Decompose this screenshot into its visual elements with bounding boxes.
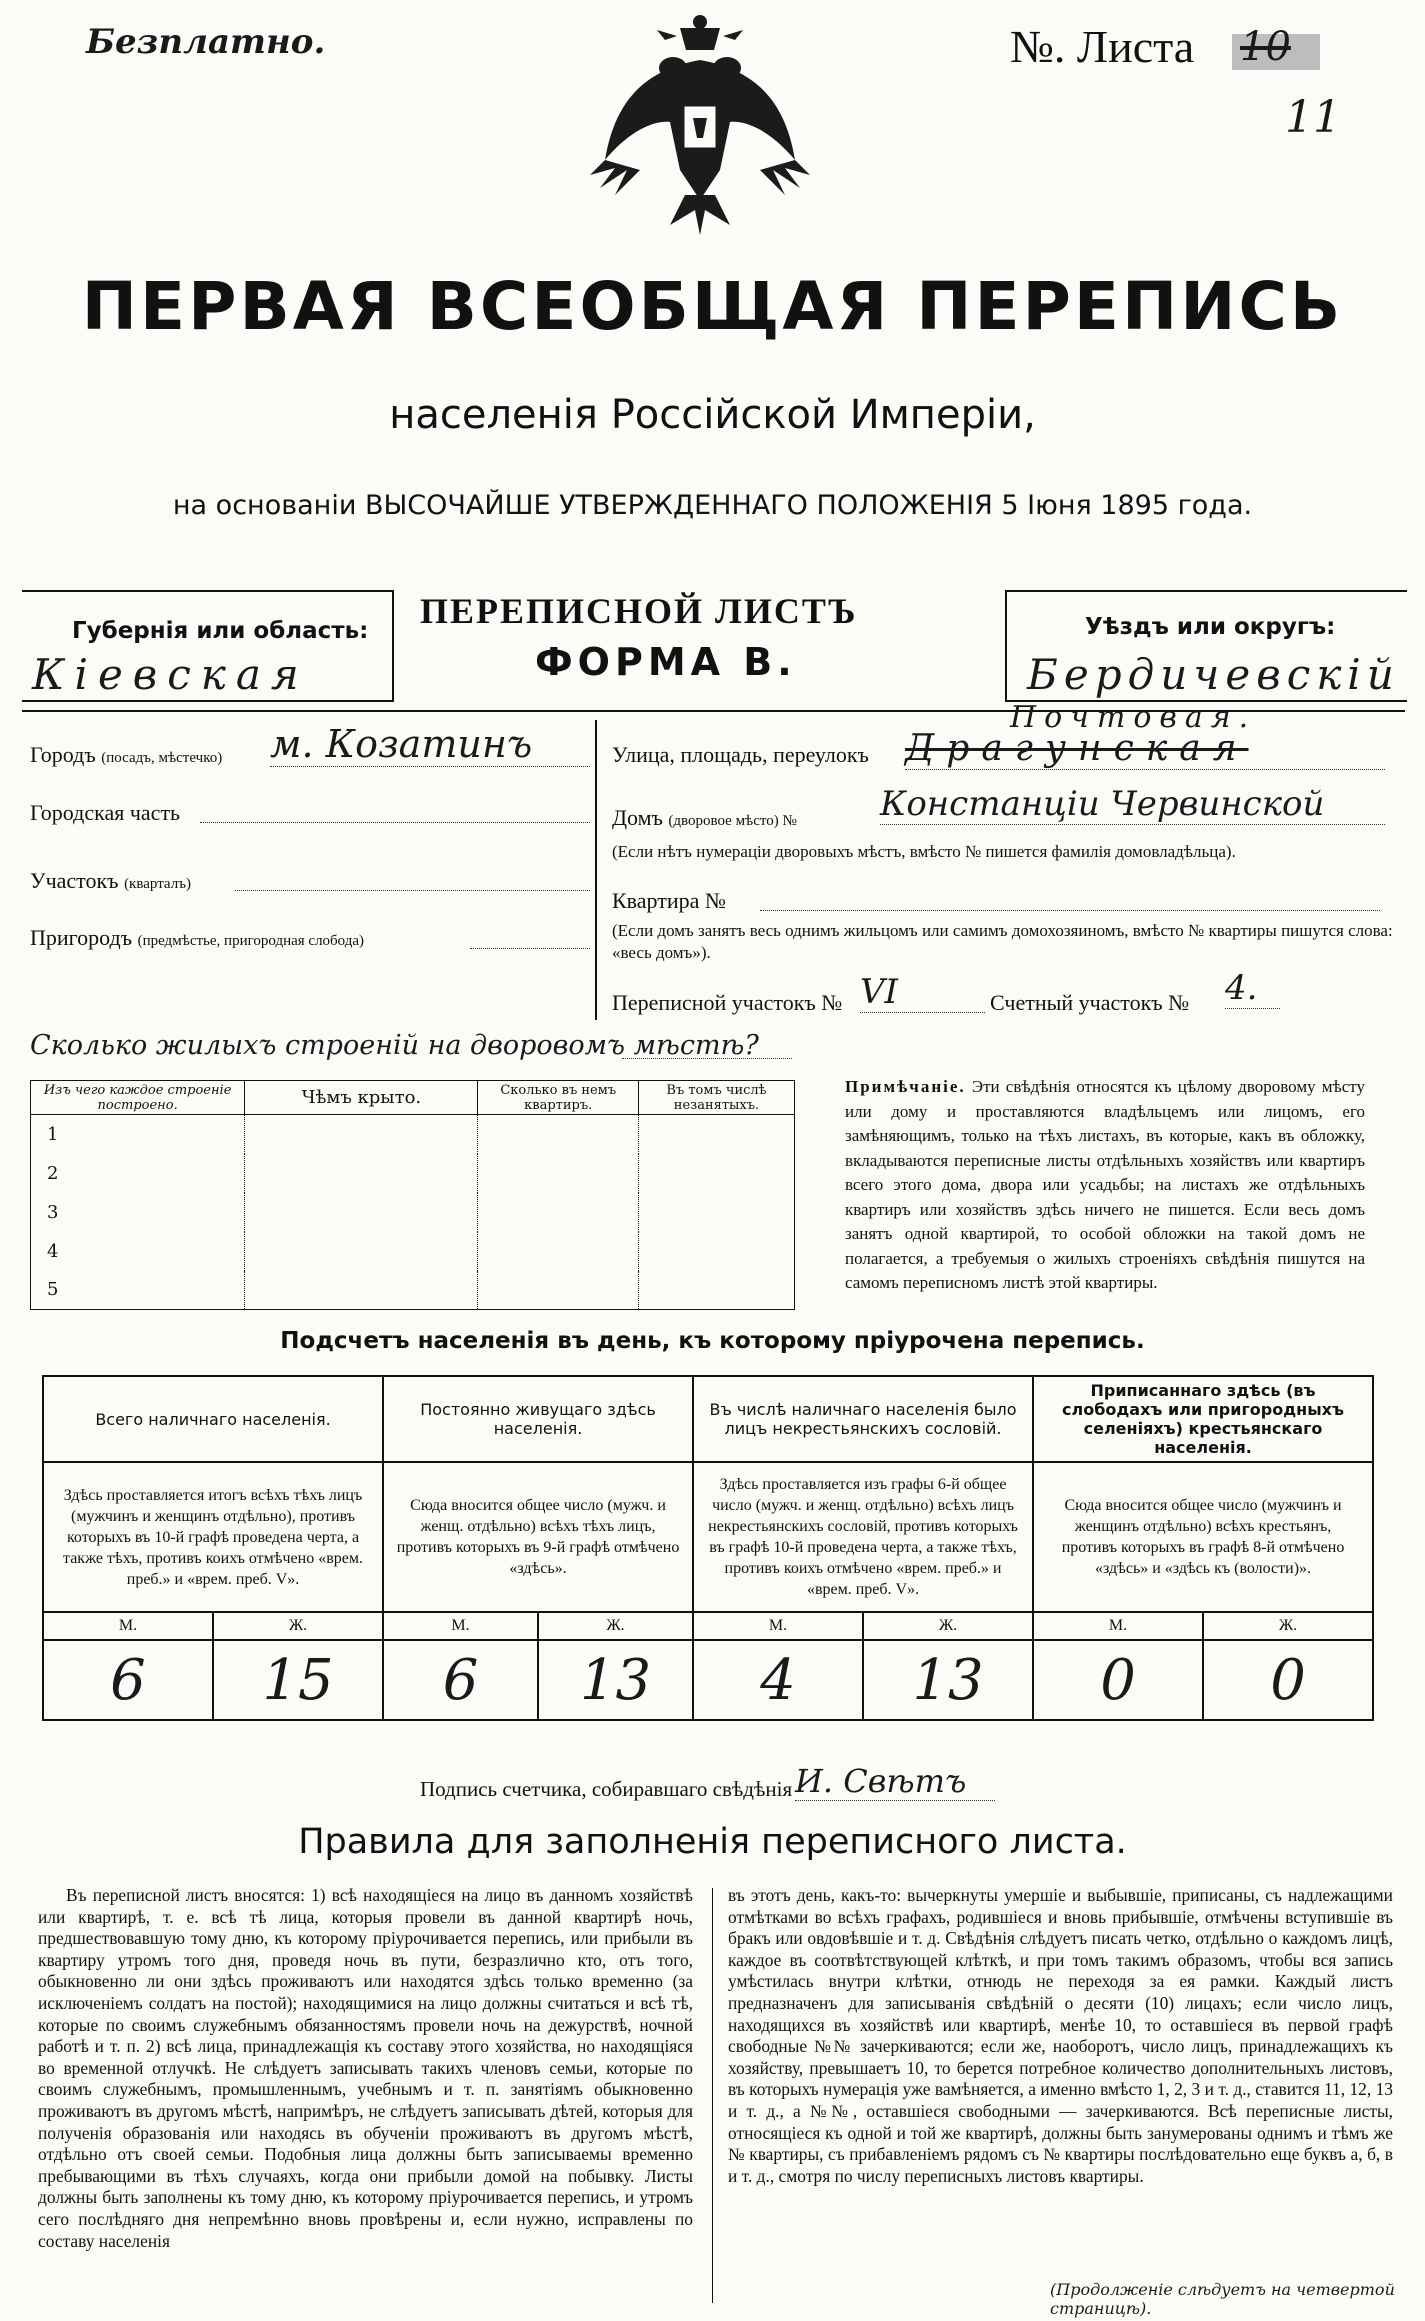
- page-title: ПЕРВАЯ ВСЕОБЩАЯ ПЕРЕПИСЬ: [81, 268, 1344, 345]
- gubernia-value: Кіевская: [32, 650, 309, 699]
- tally-head-total: Всего наличнаго населенія.: [43, 1376, 383, 1462]
- tally-f-label: Ж.: [538, 1612, 693, 1640]
- tally-desc-nonpeasant: Здѣсь проставляется изъ графы 6-й общее число (мужч. и женщ. отдѣльно) всѣхъ лицъ некрестьянскихъ сословій, противъ которыхъ въ графѣ 10-й проведена черта, а также тѣхъ, противъ коихъ отмѣчено «врем. преб.» и «врем. преб. V».: [693, 1462, 1033, 1612]
- buildings-question: Сколько жилыхъ строеній на дворовомъ мѣстѣ?: [30, 1030, 759, 1061]
- tally-table: [42, 1375, 1374, 1721]
- rules-title: Правила для заполненія переписного листа.: [298, 1822, 1127, 1862]
- tally-total-m: 6: [43, 1640, 213, 1720]
- house-row: [612, 805, 797, 831]
- sheet-number-label: №. Листа: [1010, 21, 1195, 72]
- buildings-note: [845, 1075, 1365, 1296]
- note-text: Эти свѣдѣнія относятся къ цѣлому дворовому мѣсту или дому и проставляются владѣльцемъ или лицомъ, его замѣняющимъ, только на тѣхъ листахъ, въ которые, какъ въ обложку, вкладываются переписные листы отдѣльныхъ хозяйствъ или квартиръ всего этого дома, двора или усадьбы; на листахъ же отдѣльныхъ квартиръ или хозяйствъ здѣсь ничего не пишется. Если весь домъ занятъ одной квартирой, то особой обложки на такой домъ не полагается, а требуемыя о жилыхъ строеніяхъ свѣдѣнія пишутся на самомъ переписномъ листѣ этой квартиры.: [845, 1077, 1366, 1292]
- buildings-header-apartments: Сколько въ немъ квартиръ.: [478, 1081, 638, 1115]
- tally-head-permanent: Постоянно живущаго здѣсь населенія.: [383, 1376, 693, 1462]
- apartment-hint: (Если домъ занятъ весь однимъ жильцомъ или самимъ домохозяиномъ, вмѣсто № квартиры пишутся слова: «весь домъ»).: [612, 921, 1393, 962]
- suburb-note: (предмѣстье, пригородная слобода): [137, 933, 365, 949]
- tally-title: Подсчетъ населенія въ день, къ которому пріурочена перепись.: [280, 1328, 1145, 1354]
- rules-left-column: Въ переписной листъ вносятся: 1) всѣ находящіеся на лицо въ данномъ хозяйствѣ или квартирѣ, т. е. всѣ тѣ лица, которыя провели въ данной квартирѣ ночь, предшествовавшую тому дню, къ которому пріурочивается перепись, или прибыли въ квартиру утромъ того дня, проведя ночь въ пути, безразлично кто, отъ того, обыкновенно ли они здѣсь проживаютъ или находятся здѣсь только временно (за исключеніемъ солдатъ на постой); находящимися на лицо должны считаться и всѣ тѣ, которые по своимъ служебнымъ обязанностямъ провели ночь на дежурствѣ, ночной работѣ и т. п. 2) всѣ лица, принадлежащія къ составу этого хозяйства, но находящіяся во временной отлучкѣ. Не слѣдуетъ записывать такихъ членовъ семьи, которые по своимъ служебнымъ, промышленнымъ, учебнымъ и т. п. занятіямъ обыкновенно проживаютъ въ другомъ мѣстѣ, напримѣръ, не слѣдуетъ записывать дѣтей, которыя для полученія образованія или находясь въ обученіи проживаютъ въ другомъ мѣстѣ, отдѣльно отъ своей семьи. Подобныя лица должны быть записываемы временно пребывающими въ тѣхъ случаяхъ, когда они прибыли домой на побывку. Листы должны быть заполнены къ тому дню, къ которому пріурочивается перепись, и утромъ сего послѣдняго дня непремѣнно вновь провѣрены и, если нужно, исправлены по составу населенія: [38, 1885, 693, 2251]
- count-area-value: 4.: [1225, 968, 1280, 1009]
- city-label: Городъ: [30, 742, 96, 767]
- note-title: Примѣчаніе.: [845, 1077, 966, 1096]
- buildings-header-roof: Чѣмъ крыто.: [245, 1081, 478, 1115]
- signature-value: И. Свѣтъ: [795, 1762, 995, 1801]
- city-note: (посадъ, мѣстечко): [101, 750, 223, 766]
- tally-peasant-f: 0: [1203, 1640, 1373, 1720]
- tally-desc-peasant: Сюда вносится общее число (мужчинъ и женщинъ отдѣльно) всѣхъ крестьянъ, противъ которыхъ въ графѣ 8-й отмѣчено «здѣсь» и «здѣсь къ (волости)».: [1033, 1462, 1373, 1612]
- house-value: Констанціи Червинской: [880, 784, 1385, 825]
- city-value: м. Козатинъ: [270, 722, 590, 767]
- tally-permanent-m: 6: [383, 1640, 538, 1720]
- tally-m-label: М.: [383, 1612, 538, 1640]
- tally-total-f: 15: [213, 1640, 383, 1720]
- rules-right-column: въ этотъ день, какъ-то: вычеркнуты умершіе и выбывшіе, приписаны, съ надлежащими отмѣтками во всѣхъ графахъ, родившіеся и вновь прибывшіе, отмѣчены вступившіе въ бракъ или овдовѣвшіе и т. д. Свѣдѣнія слѣдуетъ писать четко, отдѣльно о каждомъ лицѣ, каждое въ соотвѣтствующей клѣткѣ, и при томъ такимъ образомъ, чтобы вся запись умѣстилась внутри клѣтки, отнюдь не переходя за ея рамки. Каждый листъ предназначенъ для записыванія свѣдѣній о десяти (10) лицахъ; если число лицъ, находящихся въ хозяйствѣ или квартирѣ, менѣе 10, то оставшіеся въ первой графѣ свободные №№ зачеркиваются; если же, наоборотъ, число лицъ, принадлежащихъ къ хозяйству, превышаетъ 10, то берется потребное количество дополнительныхъ листовъ, въ которыхъ нумерація уже вамѣняется, а именно вмѣсто 1, 2, 3 и т. д., ставится 11, 12, 13 и т. д., а №№, оставшіеся свободными — зачеркиваются. Всѣ переписные листы, относящіеся къ одной и той же квартирѣ, должны быть занумерованы однимъ и тѣмъ же № квартиры, съ прибавленіемъ рядомъ съ № квартиры послѣдовательно еще буквъ а, б, в и т. д., смотря по числу переписныхъ листовъ квартиры.: [728, 1885, 1393, 2186]
- gubernia-box: [22, 590, 394, 702]
- street-label: Улица, площадь, переулокъ: [612, 742, 869, 767]
- table-row: [31, 1232, 795, 1271]
- apartment-fill: [760, 910, 1380, 911]
- census-area-value: VI: [860, 972, 985, 1013]
- signature-label: Подпись счетчика, собиравшаго свѣдѣнія: [420, 1777, 793, 1801]
- form-title: ПЕРЕПИСНОЙ ЛИСТЪ: [420, 591, 858, 631]
- city-part-label: Городская часть: [30, 800, 181, 825]
- buildings-header-vacant: Въ томъ числѣ незанятыхъ.: [638, 1081, 794, 1115]
- imperial-eagle-emblem: [585, 10, 815, 240]
- tally-desc-total: Здѣсь проставляется итогъ всѣхъ тѣхъ лицъ (мужчинъ и женщинъ отдѣльно), противъ которыхъ въ 10-й графѣ проведена черта, а также тѣхъ, противъ коихъ отмѣчено «врем. преб.» и «врем. преб. V».: [43, 1462, 383, 1612]
- house-note: (дворовое мѣсто) №: [668, 813, 797, 829]
- table-row: [31, 1115, 795, 1154]
- row-number: 2: [31, 1154, 245, 1193]
- tally-permanent-f: 13: [538, 1640, 693, 1720]
- table-row: [31, 1154, 795, 1193]
- suburb-row: [30, 925, 364, 951]
- sheet-number-corrected: 11: [1285, 92, 1341, 143]
- suburb-fill: [470, 948, 590, 949]
- house-label: Домъ: [612, 805, 663, 830]
- row-number: 1: [31, 1115, 245, 1154]
- tally-m-label: М.: [43, 1612, 213, 1640]
- tally-desc-row: [43, 1462, 1373, 1612]
- basis-line: на основаніи ВЫСОЧАЙШЕ УТВЕРЖДЕННАГО ПОЛОЖЕНІЯ 5 Іюня 1895 года.: [172, 490, 1253, 521]
- uchastok-row: [30, 868, 191, 894]
- rules-continued: (Продолженіе слѣдуетъ на четвертой страницѣ).: [1050, 2280, 1395, 2318]
- tally-m-label: М.: [693, 1612, 863, 1640]
- sheet-number-value: 10: [1240, 24, 1291, 70]
- tally-head-peasant: Приписаннаго здѣсь (въ слободахъ или пригородныхъ селеніяхъ) крестьянскаго населенія.: [1033, 1376, 1373, 1462]
- tally-peasant-m: 0: [1033, 1640, 1203, 1720]
- gubernia-label: Губернія или область:: [72, 618, 369, 644]
- apartment-label: Квартира №: [612, 888, 726, 913]
- address-vertical-divider: [595, 720, 597, 1020]
- rules-column-divider: [712, 1888, 713, 2303]
- uchastok-label: Участокъ: [30, 868, 119, 893]
- tally-f-label: Ж.: [213, 1612, 383, 1640]
- row-number: 3: [31, 1193, 245, 1232]
- street-correction: Почтовая.: [1010, 700, 1257, 735]
- tally-nonpeasant-f: 13: [863, 1640, 1033, 1720]
- house-hint: (Если нѣтъ нумераціи дворовыхъ мѣстъ, вмѣсто № пишется фамилія домовладѣльца).: [612, 842, 1236, 861]
- uezd-label: Уѣздъ или округъ:: [1085, 614, 1336, 640]
- table-row: [31, 1271, 795, 1310]
- uchastok-note: (кварталъ): [124, 876, 191, 892]
- uezd-value: Бердичевскій: [1027, 650, 1400, 699]
- buildings-table: [30, 1080, 795, 1310]
- street-value: Драгунская: [905, 728, 1385, 770]
- tally-f-label: Ж.: [863, 1612, 1033, 1640]
- tally-f-label: Ж.: [1203, 1612, 1373, 1640]
- tally-nonpeasant-m: 4: [693, 1640, 863, 1720]
- row-number: 4: [31, 1232, 245, 1271]
- city-part-fill: [200, 822, 590, 823]
- table-row: [31, 1193, 795, 1232]
- buildings-question-fill: [622, 1058, 792, 1059]
- tally-head-row: [43, 1376, 1373, 1462]
- row-number: 5: [31, 1271, 245, 1310]
- tally-head-nonpeasant: Въ числѣ наличнаго населенія было лицъ некрестьянскихъ сословій.: [693, 1376, 1033, 1462]
- free-label: Безплатно.: [86, 22, 326, 62]
- census-area-label: Переписной участокъ №: [612, 990, 843, 1015]
- tally-values-row: [43, 1640, 1373, 1720]
- uezd-box: [1005, 590, 1407, 702]
- form-letter: ФОРМА В.: [535, 640, 797, 684]
- uchastok-fill: [235, 890, 590, 891]
- buildings-header-material: Изъ чего каждое строеніе построено.: [31, 1081, 245, 1115]
- count-area-label: Счетный участокъ №: [990, 990, 1190, 1015]
- page-subtitle: населенія Россійской Имперіи,: [389, 392, 1036, 438]
- tally-sex-row: [43, 1612, 1373, 1640]
- suburb-label: Пригородъ: [30, 925, 133, 950]
- tally-desc-permanent: Сюда вносится общее число (мужч. и женщ. отдѣльно) всѣхъ тѣхъ лицъ, противъ которыхъ въ 9-й графѣ отмѣчено «здѣсь».: [383, 1462, 693, 1612]
- buildings-header-row: [31, 1081, 795, 1115]
- tally-m-label: М.: [1033, 1612, 1203, 1640]
